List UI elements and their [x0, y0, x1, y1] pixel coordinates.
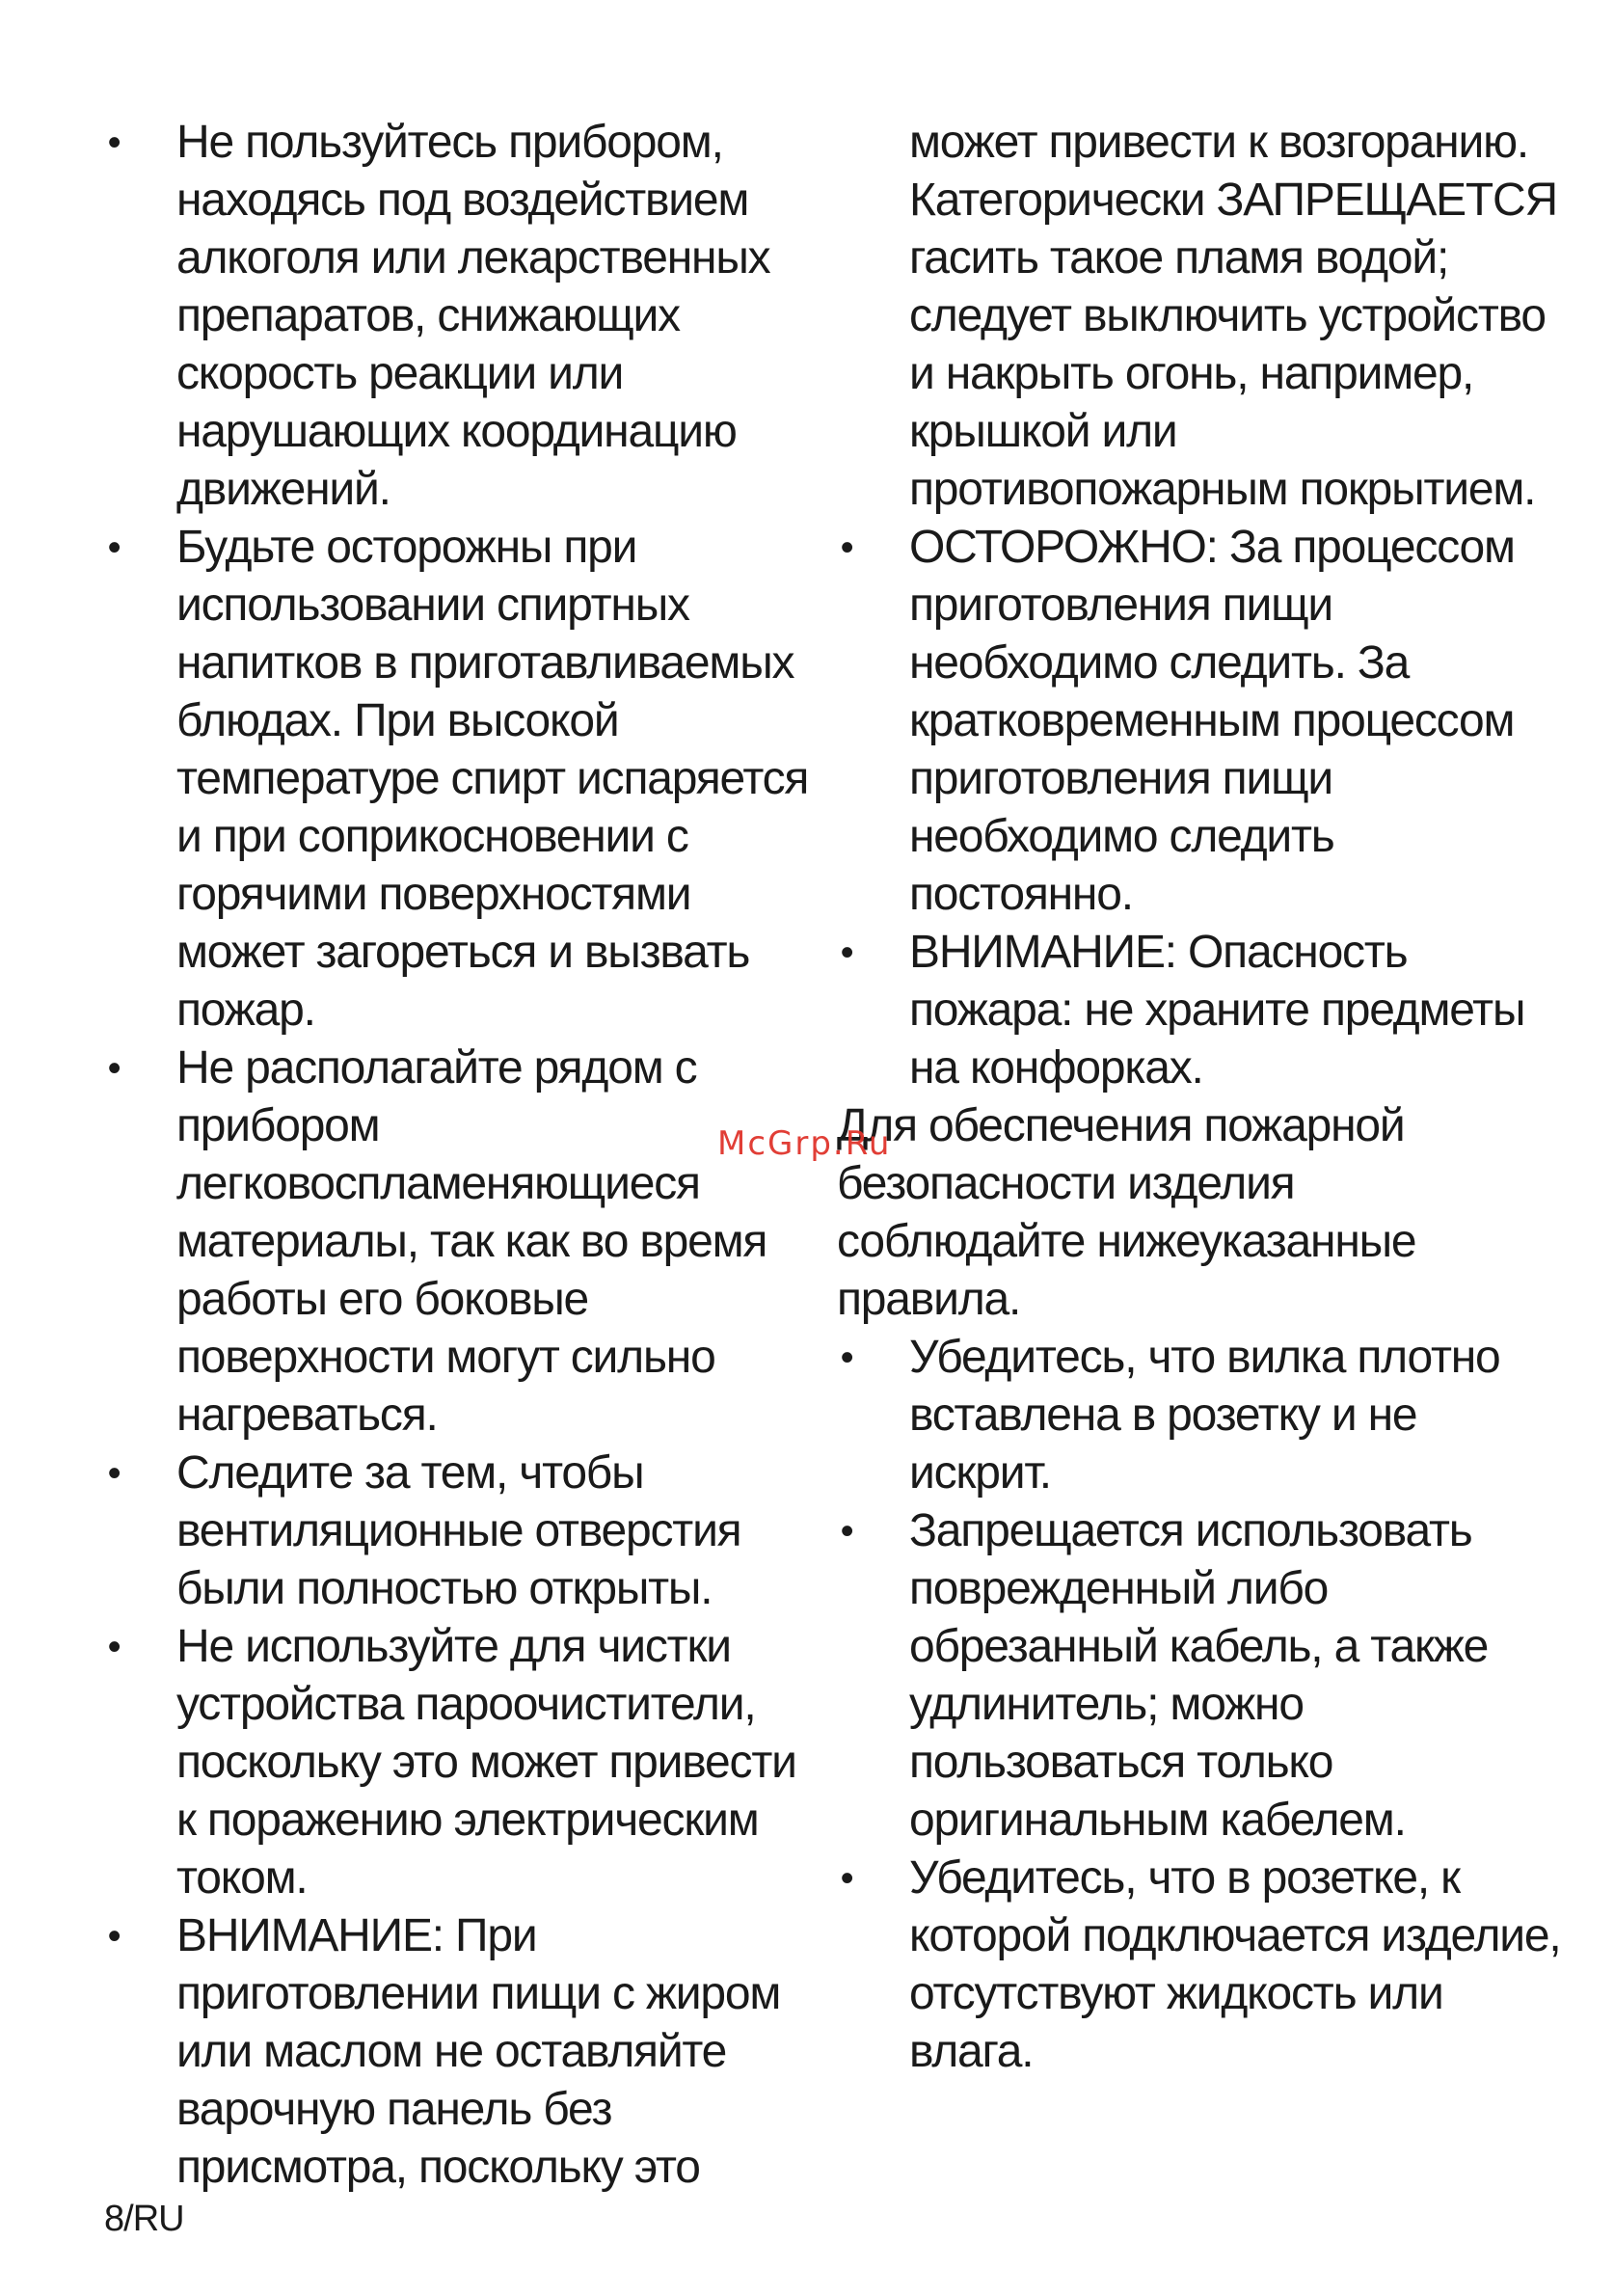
text-line: нарушающих координацию — [176, 406, 737, 457]
text-line: необходимо следить — [909, 811, 1334, 862]
text-line: алкоголя или лекарственных — [176, 232, 770, 284]
text-line: Не используйте для чистки — [176, 1621, 731, 1672]
text-line: поскольку это может привести — [176, 1737, 796, 1788]
text-line: может привести к возгоранию. — [909, 117, 1529, 168]
text-line: оригинальным кабелем. — [909, 1795, 1406, 1846]
text-line: противопожарным покрытием. — [909, 464, 1536, 515]
bullet-icon: • — [840, 1857, 853, 1900]
text-line: следует выключить устройство — [909, 290, 1546, 341]
text-line: напитков в приготавливаемых — [176, 637, 794, 689]
text-line: ВНИМАНИЕ: При — [176, 1910, 537, 1961]
bullet-item — [837, 519, 1541, 924]
bullet-item — [104, 1445, 779, 1618]
text-line: горячими поверхностями — [176, 869, 691, 920]
text-line: влага. — [909, 2026, 1034, 2077]
text-line: соблюдайте нижеуказанные — [837, 1216, 1416, 1267]
text-line: варочную панель без — [176, 2084, 612, 2135]
text-line: гасить такое пламя водой; — [909, 232, 1449, 284]
text-line: приготовления пищи — [909, 580, 1332, 631]
text-line: постоянно. — [909, 869, 1133, 920]
text-line: Не пользуйтесь прибором, — [176, 117, 723, 168]
text-line: присмотра, поскольку это — [176, 2142, 700, 2193]
text-line: к поражению электрическим — [176, 1795, 759, 1846]
text-line: и при соприкосновении с — [176, 811, 688, 862]
text-line: пользоваться только — [909, 1737, 1333, 1788]
text-line: находясь под воздействием — [176, 175, 749, 226]
text-line: крышкой или — [909, 406, 1177, 457]
text-line: Запрещается использовать — [909, 1505, 1472, 1556]
bullet-icon: • — [107, 1047, 121, 1090]
bullet-icon: • — [107, 1452, 121, 1495]
bullet-item — [104, 519, 809, 1040]
bullet-icon: • — [107, 1626, 121, 1668]
text-line: на конфорках. — [909, 1042, 1203, 1094]
bullet-icon: • — [107, 122, 121, 164]
text-line: ОСТОРОЖНО: За процессом — [909, 522, 1515, 573]
text-line: током. — [176, 1852, 308, 1904]
bullet-item — [837, 1329, 1541, 1502]
text-line: Убедитесь, что вилка плотно — [909, 1332, 1500, 1383]
page-number: 8/RU — [104, 2199, 184, 2239]
right-column — [837, 114, 1561, 2081]
bullet-item — [104, 114, 779, 519]
text-line: ВНИМАНИЕ: Опасность — [909, 927, 1408, 978]
text-line: правила. — [837, 1274, 1021, 1325]
text-line: безопасности изделия — [837, 1158, 1295, 1209]
text-line: пожар. — [176, 985, 315, 1036]
text-line: Для обеспечения пожарной — [837, 1100, 1405, 1151]
bullet-item — [104, 1618, 796, 1907]
text-line: легковоспламеняющиеся — [176, 1158, 700, 1209]
bullet-icon: • — [840, 527, 853, 569]
text-line: необходимо следить. За — [909, 637, 1410, 689]
text-line: может загореться и вызвать — [176, 927, 750, 978]
bullet-icon: • — [840, 1337, 853, 1379]
bullet-icon: • — [840, 932, 853, 974]
text-line: или маслом не оставляйте — [176, 2026, 727, 2077]
text-line: препаратов, снижающих — [176, 290, 680, 341]
text-line: и накрыть огонь, например, — [909, 348, 1474, 399]
bullet-item — [837, 1502, 1541, 1850]
text-line: материалы, так как во время — [176, 1216, 767, 1267]
text-line: приготовлении пищи с жиром — [176, 1968, 781, 2019]
text-line: Следите за тем, чтобы — [176, 1447, 644, 1499]
text-line: обрезанный кабель, а также — [909, 1621, 1489, 1672]
text-line: движений. — [176, 464, 390, 515]
text-line: скорость реакции или — [176, 348, 624, 399]
bullet-icon: • — [107, 1915, 121, 1958]
text-line: вентиляционные отверстия — [176, 1505, 741, 1556]
bullet-icon: • — [107, 527, 121, 569]
text-line: Категорически ЗАПРЕЩАЕТСЯ — [909, 175, 1557, 226]
text-line: отсутствуют жидкость или — [909, 1968, 1443, 2019]
text-line: температуре спирт испаряется — [176, 753, 809, 804]
text-line: поверхности могут сильно — [176, 1332, 715, 1383]
text-line: искрит. — [909, 1447, 1051, 1499]
bullet-item — [104, 1907, 779, 2197]
bullet-item — [837, 1850, 1561, 2081]
text-line: работы его боковые — [176, 1274, 589, 1325]
bullet-item — [837, 924, 1541, 1097]
text-line: приготовления пищи — [909, 753, 1332, 804]
text-line: устройства пароочистители, — [176, 1679, 756, 1730]
text-line: прибором — [176, 1100, 380, 1151]
text-line: удлинитель; можно — [909, 1679, 1304, 1730]
text-line: поврежденный либо — [909, 1563, 1329, 1614]
bullet-icon: • — [840, 1510, 853, 1553]
text-line: Не располагайте рядом с — [176, 1042, 697, 1094]
paragraph — [837, 1097, 1541, 1329]
text-line: были полностью открыты. — [176, 1563, 713, 1614]
text-line: использовании спиртных — [176, 580, 689, 631]
text-line: пожара: не храните предметы — [909, 985, 1525, 1036]
text-line: вставлена в розетку и не — [909, 1390, 1417, 1441]
watermark: McGrp.Ru — [717, 1124, 892, 1163]
text-line: Будьте осторожны при — [176, 522, 637, 573]
bullet-item — [837, 114, 1557, 519]
text-line: Убедитесь, что в розетке, к — [909, 1852, 1460, 1904]
text-line: нагреваться. — [176, 1390, 438, 1441]
text-line: блюдах. При высокой — [176, 695, 619, 746]
text-line: кратковременным процессом — [909, 695, 1515, 746]
bullet-item — [104, 1040, 779, 1445]
text-line: которой подключается изделие, — [909, 1910, 1561, 1961]
